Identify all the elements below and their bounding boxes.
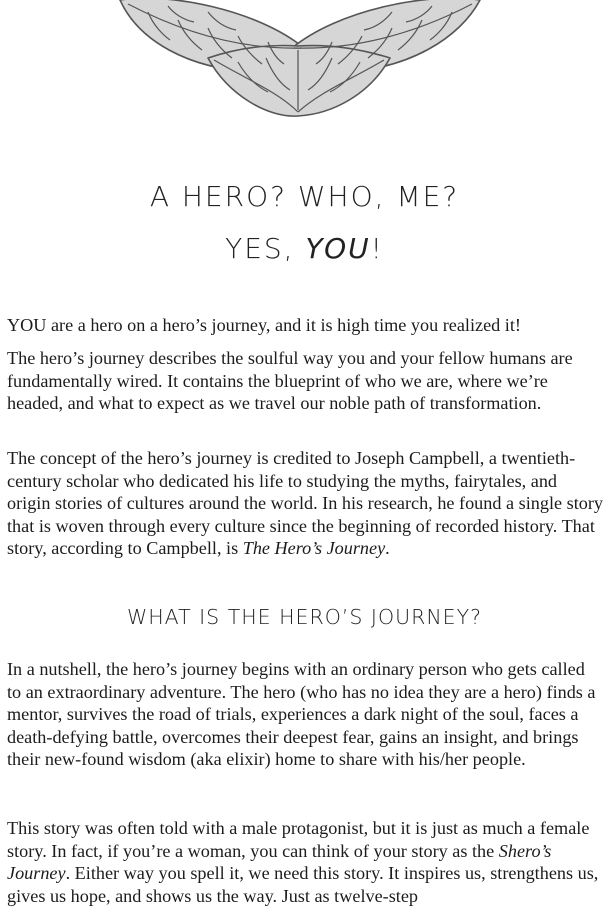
subtitle-suffix: !	[370, 232, 384, 265]
book-title-emphasis: The Hero’s Journey	[242, 538, 386, 558]
subtitle-emphasis: YOU	[305, 232, 371, 265]
subtitle-prefix: YES,	[225, 232, 306, 265]
paragraph-intro: YOU are a hero on a hero’s journey, and it is high time you realized it!	[7, 315, 521, 335]
page-title: A HERO? WHO, ME?	[149, 180, 460, 213]
paragraph-campbell-end: .	[385, 538, 390, 558]
paragraph-campbell-text: The concept of the hero’s journey is credited to Joseph Campbell, a twentieth-century scholar who dedicated his life to studying the myths, fairytales, and origin stories of cultures around the world. In his research, he found a single story that is woven through every culture since the beginning of recorded history. That story, according to Campbell, is	[7, 448, 603, 558]
section-heading: WHAT IS THE HERO’S JOURNEY?	[126, 605, 483, 629]
paragraph-shero-text: This story was often told with a male protagonist, but it is just as much a female story. In fact, if you’re a woman, you can think of your story as the	[7, 818, 590, 861]
leaf-ornament-icon	[108, 0, 488, 118]
paragraph-wiring: The hero’s journey describes the soulful way you and your fellow humans are fundamentally wired. It contains the blueprint of who we are, where we’re headed, and what to expect as we travel our noble path of transformation.	[7, 348, 573, 413]
page-subtitle	[0, 232, 609, 265]
paragraph-shero-end: . Either way you spell it, we need this story. It inspires us, strengthens us, gives us hope, and shows us the way. Just as twelve-step	[7, 863, 599, 906]
paragraph-campbell	[7, 447, 603, 560]
paragraph-shero	[7, 817, 603, 907]
shero-journey-emphasis: Shero’s Journey	[7, 840, 552, 883]
paragraph-nutshell: In a nutshell, the hero’s journey begins with an ordinary person who gets called to an extraordinary adventure. The hero (who has no idea they are a hero) finds a mentor, survives the road of trials, experiences a dark night of the soul, faces a death-defying battle, overcomes their deepest fear, gains an insight, and brings their new-found wisdom (aka elixir) home to share with his/her people.	[7, 659, 596, 769]
